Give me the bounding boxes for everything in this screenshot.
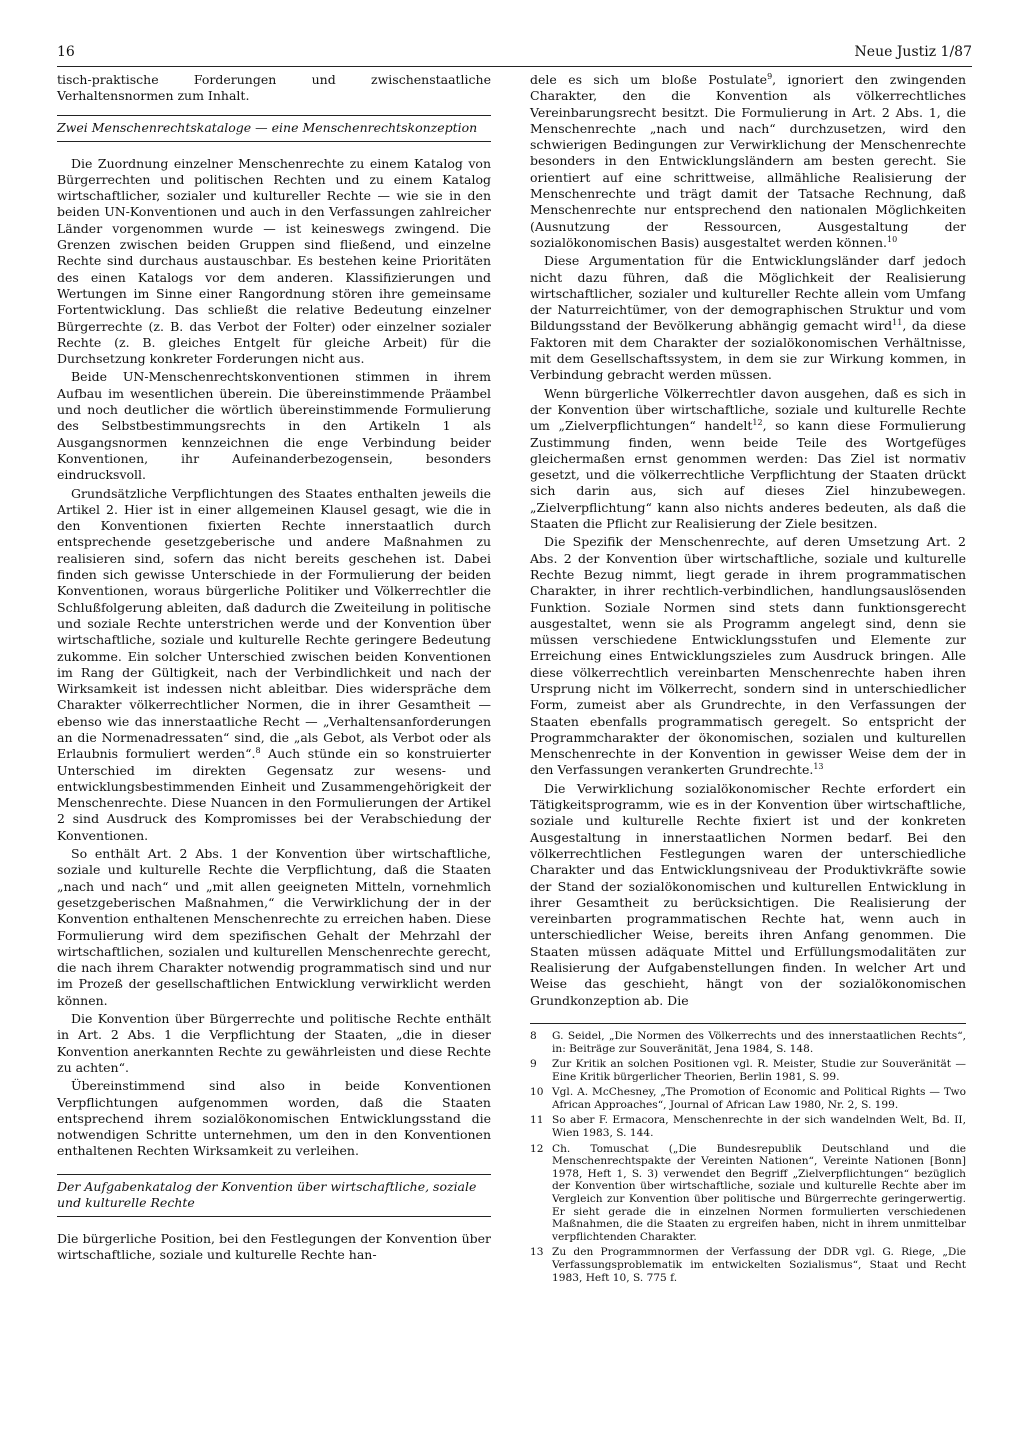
paragraph [57, 486, 491, 845]
paragraph [530, 534, 966, 778]
section-heading-menschenrechtskataloge: Zwei Menschenrechtskataloge — eine Menschenrechtskonzeption [57, 115, 491, 142]
footnote-number: 8 [530, 1029, 537, 1042]
footnote [530, 1114, 966, 1139]
footnote-text: Ch. Tomuschat („Die Bundesrepublik Deutschland und die Menschenrechtspakte der Vereinten Nationen“, Vereinte Nationen [Bonn] 1978, Heft 1, S. 3) verwendet den Begriff „Zielverpflichtungen“ bezüglich der Konvention über wirtschaftliche, soziale und kulturelle Rechte aber im Vergleich zur Konvention über politische und Bürgerrechte geringerwertig. Er sieht gerade die in einzelnen Normen formulierten verschiedenen Maßnahmen, die die Staaten zu ergreifen haben, nicht in ihrem unmittelbar verpflichtenden Charakter. [552, 1142, 966, 1243]
footnote-ref: 12 [752, 418, 763, 428]
page-number: 16 [57, 44, 75, 60]
footnote-ref: 8 [255, 746, 261, 756]
paragraph-text: , so kann diese Formulierung Zustimmung finden, wenn beide Teile des Wortgefüges gleichermaßen ernst genommen werden: Das Ziel ist normativ gesetzt, und die völkerrechtliche Verpflichtung der Staaten drückt sich darin aus, sich auf dieses Ziel hinzubewegen. „Zielverpflichtung“ kann also nichts anderes bedeuten, als daß die Staaten die Pflicht zur Realisierung der Ziele besitzen. [530, 418, 966, 532]
footnote-text: Zur Kritik an solchen Positionen vgl. R. Meister, Studie zur Souveränität — Eine Kritik bürgerlicher Theorien, Berlin 1981, S. 99. [552, 1058, 966, 1083]
footnote-ref: 11 [892, 318, 903, 328]
footnote-text: So aber F. Ermacora, Menschenrechte in der sich wandelnden Welt, Bd. II, Wien 1983, S. 144. [552, 1114, 966, 1140]
section-heading-aufgabenkatalog: Der Aufgabenkatalog der Konvention über wirtschaftliche, soziale und kulturelle Rechte [57, 1174, 491, 1217]
paragraph: Beide UN-Menschenrechtskonventionen stimmen in ihrem Aufbau im wesentlichen überein. Die übereinstimmende Präambel und noch deutlicher die wörtlich übereinstimmende Formulierung des Selbstbestimmungsrechts in den Artikeln 1 als Ausgangsnormen kennzeichnen die enge Verbindung beider Konventionen, ihr Aufeinanderbezogensein, besonders eindrucksvoll. [57, 369, 491, 483]
footnote [530, 1030, 966, 1055]
footnotes [530, 1030, 966, 1284]
paragraph-text: Auch stünde ein so konstruierter Unterschied im direkten Gegensatz zur wesens- und entwicklungsbestimmenden Einheit und Zusammengehörigkeit der Menschenrechte. Diese Nuancen in den Formulierungen der Artikel 2 sind Ausdruck des Kompromisses bei der Verabschiedung der Konventionen. [57, 746, 492, 843]
footnote-text: G. Seidel, „Die Normen des Völkerrechts und des innerstaatlichen Rechts“, in: Beiträge zur Souveränität, Jena 1984, S. 148. [552, 1029, 966, 1055]
footnote [530, 1086, 966, 1111]
paragraph: tisch-praktische Forderungen und zwischenstaatliche Verhaltensnormen zum Inhalt. [57, 72, 491, 104]
paragraph-text: Wenn bürgerliche Völkerrechtler davon ausgehen, daß es sich in der Konvention über wirtschaftliche, soziale und kulturelle Rechte um „Zielverpflichtungen“ handelt [530, 385, 966, 434]
left-column [57, 72, 491, 1263]
paragraph-text: , ignoriert den zwingenden Charakter, den die Konvention als völkerrechtliches Vereinbarungsrecht besitzt. Die Formulierung in Art. 2 Abs. 1, die Menschenrechte „nach und nach“ durchzusetzen, wird den schwierigen Bedingungen zur Verwirklichung der Menschenrechte besonders in den Entwicklungsländern am besten gerecht. Sie orientiert auf eine schrittweise, allmähliche Realisierung der Menschenrechte und trägt damit der Tatsache Rechnung, daß Menschenrechte nur entsprechend den nationalen Möglichkeiten (Ausnutzung der Ressourcen, Ausgestaltung der sozialökonomischen Basis) ausgestaltet werden können. [530, 72, 966, 250]
paragraph-text: , da diese Faktoren mit dem Charakter der sozialökonomischen Verhältnisse, mit dem Gesellschaftssystem, in dem sie zur Wirkung kommen, in Verbindung gebracht werden müssen. [530, 318, 966, 383]
paragraph [530, 386, 966, 533]
footnote-ref: 10 [886, 234, 898, 244]
paragraph-text: Die Spezifik der Menschenrechte, auf deren Umsetzung Art. 2 Abs. 2 der Konvention über wirtschaftliche, soziale und kulturelle Rechte Bezug nimmt, liegt gerade in ihrem programmatischen Charakter, in ihrer rechtlich-verbindlichen, handlungsauslösenden Funktion. Soziale Normen sind stets dann funktionsgerecht ausgestaltet, wenn sie als Programm angelegt sind, denn sie müssen verschiedene Entwicklungsstufen und Elemente zur Erreichung eines Entwicklungszieles zum Ausdruck bringen. Alle diese völkerrechtlich vereinbarten Menschenrechte haben ihren Ursprung nicht im Völkerrecht, sondern sind in unterschiedlicher Form, zumeist aber als Grundrechte, in den Verfassungen der Staaten ebenfalls programmatisch geregelt. So entspricht der Programmcharakter der ökonomischen, sozialen und kulturellen Menschenrechte in der Konvention in gewisser Weise dem der in den Verfassungen verankerten Grundrechte. [530, 534, 966, 778]
paragraph-text: dele es sich um bloße Postulate [530, 72, 768, 87]
paragraph: Übereinstimmend sind also in beide Konventionen Verpflichtungen aufgenommen worden, daß die Staaten entsprechend ihrem sozialökonomischen Entwicklungsstand die notwendigen Schritte unternehmen, um den in den Konventionen enthaltenen Rechten Wirksamkeit zu verleihen. [57, 1078, 491, 1159]
footnote [530, 1143, 966, 1244]
footnote [530, 1058, 966, 1083]
footnote-number: 10 [530, 1086, 544, 1099]
paragraph-text: Diese Argumentation für die Entwicklungsländer darf jedoch nicht dazu führen, daß die Möglichkeit der Realisierung wirtschaftlicher, sozialer und kultureller Rechte allein vom Umfang der Naturreichtümer, von der demographischen Struktur und vom Bildungsstand der Bevölkerung abhängig gemacht wird [530, 253, 966, 334]
paragraph: Die Zuordnung einzelner Menschenrechte zu einem Katalog von Bürgerrechten und politischen Rechten und zu einem Katalog wirtschaftlicher, sozialer und kultureller Rechte — wie sie in den beiden UN-Konventionen und auch in den Verfassungen zahlreicher Länder vorgenommen wurde — ist keineswegs zwingend. Die Grenzen zwischen beiden Gruppen sind fließend, und einzelne Rechte sind durchaus austauschbar. Es bestehen keine Prioritäten des einen Katalogs vor dem anderen. Klassifizierungen und Wertungen im Sinne einer Rangordnung stören ihre gemeinsame Fortentwicklung. Das schließt die relative Bedeutung einzelner Bürgerrechte (z. B. das Verbot der Folter) oder einzelner sozialer Rechte (z. B. gleiches Entgelt für gleiche Arbeit) für die Durchsetzung konkreter Forderungen nicht aus. [57, 155, 491, 367]
paragraph [530, 72, 966, 251]
header-rule [57, 66, 972, 67]
footnote-number: 9 [530, 1058, 537, 1071]
footnote-number: 12 [530, 1142, 544, 1155]
footnote-number: 13 [530, 1246, 544, 1259]
paragraph: Die Verwirklichung sozialökonomischer Rechte erfordert ein Tätigkeitsprogramm, wie es in der Konvention über wirtschaftliche, soziale und kulturelle Rechte fixiert ist und der konkreten Ausgestaltung in innerstaatlichen Normen bedarf. Bei den völkerrechtlichen Festlegungen waren der unterschiedliche Charakter und das Entwicklungsniveau der Produktivkräfte sowie der Stand der sozialökonomischen und kulturellen Entwicklung in ihrer Gesamtheit zu berücksichtigen. Die Realisierung der vereinbarten programmatischen Rechte hat, wenn auch in unterschiedlicher Weise, bereits ihren Anfang genommen. Die Staaten müssen adäquate Mittel und Erfüllungsmodalitäten zur Realisierung der Aufgabenstellungen finden. In welcher Art und Weise das geschieht, hängt von der sozialökonomischen Grundkonzeption ab. Die [530, 780, 966, 1008]
footnote-rule [530, 1023, 966, 1024]
paragraph: So enthält Art. 2 Abs. 1 der Konvention über wirtschaftliche, soziale und kulturelle Rechte die Verpflichtung, daß die Staaten „nach und nach“ und „mit allen geeigneten Mitteln, vornehmlich gesetzgeberischen Maßnahmen,“ die Verwirklichung der in der Konvention enthaltenen Menschenrechte zu erreichen haben. Diese Formulierung wird dem spezifischen Gehalt der Mehrzahl der wirtschaftlichen, sozialen und kulturellen Menschenrechte gerecht, die nach ihrem Charakter notwendig programmatisch sind und nur im Prozeß der gesellschaftlichen Entwicklung verwirklicht werden können. [57, 846, 491, 1008]
footnote-text: Zu den Programmnormen der Verfassung der DDR vgl. G. Riege, „Die Verfassungsproblematik im entwickelten Sozialismus“, Staat und Recht 1983, Heft 10, S. 775 f. [552, 1246, 966, 1284]
footnote-number: 11 [530, 1114, 544, 1127]
journal-running-head: Neue Justiz 1/87 [854, 44, 972, 60]
right-column [530, 72, 966, 1287]
paragraph: Die bürgerliche Position, bei den Festlegungen der Konvention über wirtschaftliche, soziale und kulturelle Rechte han- [57, 1230, 491, 1262]
paragraph [530, 253, 966, 383]
footnote [530, 1246, 966, 1284]
footnote-text: Vgl. A. McChesney, „The Promotion of Economic and Political Rights — Two African Approaches“, Journal of African Law 1980, Nr. 2, S. 199. [552, 1086, 966, 1111]
footnote-ref: 9 [767, 71, 773, 81]
footnote-ref: 13 [813, 762, 824, 772]
paragraph: Die Konvention über Bürgerrechte und politische Rechte enthält in Art. 2 Abs. 1 die Verpflichtung der Staaten, „die in dieser Konvention anerkannten Rechte zu gewährleisten und diese Rechte zu achten“. [57, 1011, 491, 1075]
paragraph-text: Grundsätzliche Verpflichtungen des Staates enthalten jeweils die Artikel 2. Hier ist in einer allgemeinen Klausel gesagt, wie die in den Konventionen fixierten Rechte innerstaatlich durch entsprechende gesetzgeberische und andere Maßnahmen zu realisieren sind, sofern das nicht bereits geschehen ist. Dabei finden sich gewisse Unterschiede in der Formulierung der beiden Konventionen, woraus bürgerliche Politiker und Völkerrechtler die Schlußfolgerung ableiten, daß dadurch die Zweiteilung in politische und soziale Rechte unterstrichen werde und der Konvention über wirtschaftliche, soziale und kulturelle Rechte geringere Bedeutung zukomme. Ein solcher Unterschied zwischen beiden Konventionen im Rang der Gültigkeit, nach der Verbindlichkeit und nach der Wirksamkeit ist indessen nicht ableitbar. Dies widerspräche dem Charakter völkerrechtlicher Normen, die in ihrer Gesamtheit — ebenso wie das innerstaatliche Recht — „Verhaltensanforderungen an die Normenadressaten“ sind, die „als Gebot, als Verbot oder als Erlaubnis formuliert werden“. [57, 485, 491, 762]
